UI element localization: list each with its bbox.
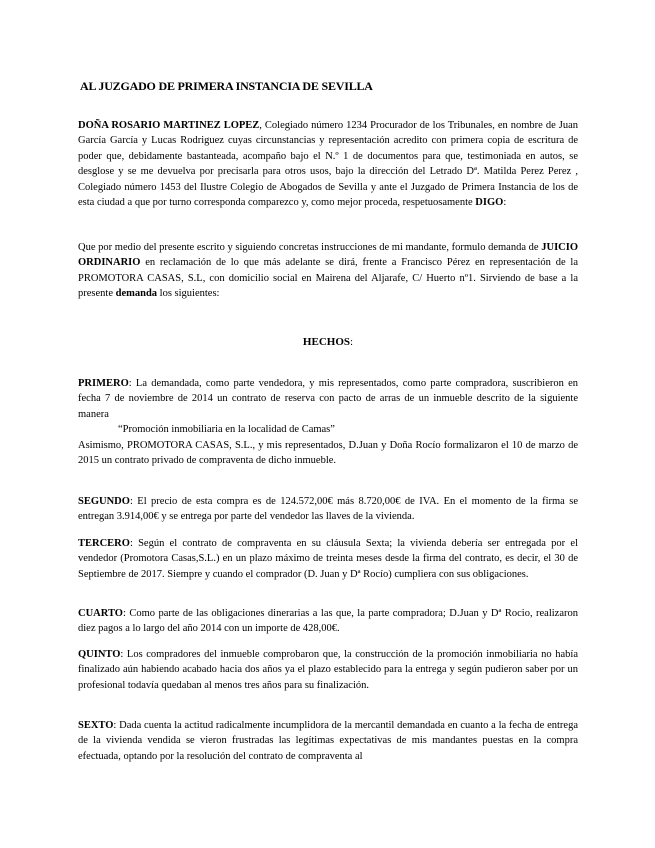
- intro-end: :: [503, 197, 507, 209]
- cuarto-label: CUARTO: [78, 608, 123, 619]
- primero-label: PRIMERO: [78, 378, 129, 389]
- procurador-name: DOÑA ROSARIO MARTINEZ LOPEZ: [78, 120, 260, 131]
- hecho-primero: [78, 376, 578, 468]
- intro-text: , Colegiado número 1234 Procurador de los Tribunales, en nombre de Juan García García y Lucas Rodriguez cuyas circunstancias y representación acredito con primera copia de escritura de poder que, debidamente bastanteada, acompaño bajo el N.º 1 de documentos para que, testimoniada en autos, se desglose y se me devuelva por precisarla para otros usos, bajo la dirección del Letrado Dª. Matilda Perez Perez , Colegiado número 1453 del Ilustre Colegio de Abogados de Sevilla y ante el Juzgado de Primera Instancia de los de esta ciudad a que por turno corresponda comparezco y, como mejor proceda, respetuosamente: [78, 120, 578, 209]
- demanda-text-3: los siguientes:: [157, 288, 220, 300]
- intro-paragraph: [78, 118, 578, 210]
- juicio-ordinario: JUICIO ORDINARIO: [78, 242, 578, 269]
- tercero-label: TERCERO: [78, 538, 130, 549]
- hecho-sexto: [78, 718, 578, 764]
- segundo-label: SEGUNDO: [78, 496, 130, 507]
- quinto-text: : Los compradores del inmueble comprobaron que, la construcción de la promoción inmobiliaria no había finalizado aún habiendo acabado hacia dos años ya el plazo establecido para la entrega y según pudieron saber por un profesional todavía quedaban al menos tres años para su finalización.: [78, 649, 578, 691]
- segundo-text: : El precio de esta compra es de 124.572,00€ más 8.720,00€ de IVA. En el momento de la firma se entregan 3.914,00€ y se entrega por parte del vendedor las llaves de la vivienda.: [78, 496, 578, 523]
- hechos-title-text: HECHOS: [302, 336, 350, 348]
- cuarto-text: : Como parte de las obligaciones dinerarias a las que, la parte compradora; D.Juan y Dª Rocio, realizaron diez pagos a lo largo del año 2014 con un importe de 428,00€.: [78, 608, 578, 635]
- sexto-label: SEXTO: [78, 720, 114, 731]
- tercero-text: : Según el contrato de compraventa en su cláusula Sexta; la vivienda debería ser entregada por el vendedor (Promotora Casas,S.L.) en un plazo máximo de treinta meses desde la firma del contrato, es decir, el 30 de Septiembre de 2017. Siempre y cuando el comprador (D. Juan y Dª Rocío) cumpliera con sus obligaciones.: [78, 538, 578, 580]
- hecho-tercero: [78, 536, 578, 582]
- hecho-cuarto: [78, 606, 578, 637]
- primero-text-2: Asimismo, PROMOTORA CASAS, S.L., y mis representados, D.Juan y Doña Rocío formalizaron el 10 de marzo de 2015 un contrato privado de compraventa de dicho inmueble.: [78, 439, 578, 467]
- hechos-title-colon: :: [350, 336, 354, 348]
- demanda-text-1: Que por medio del presente escrito y siguiendo concretas instrucciones de mi mandante, formulo demanda de: [78, 242, 542, 253]
- hechos-title: [78, 336, 578, 348]
- sexto-text: : Dada cuenta la actitud radicalmente incumplidora de la mercantil demandada en cuanto a la fecha de entrega de la vivienda vendida se vieron frustradas las legítimas expectativas de mis mandantes puestas en la compra efectuada, optando por la resolución del contrato de compraventa al: [78, 720, 578, 762]
- demanda-word: demanda: [115, 288, 158, 300]
- digo-word: DIGO: [475, 197, 504, 209]
- court-heading: AL JUZGADO DE PRIMERA INSTANCIA DE SEVILLA: [80, 79, 373, 93]
- demanda-paragraph: [78, 240, 578, 302]
- demanda-text-2: en reclamación de lo que más adelante se dirá, frente a Francisco Pérez en representación de la PROMOTORA CASAS, S.L, con domicilio social en Mairena del Aljarafe, C/ Huerto nº1. Sirviendo de base a la presente: [78, 257, 578, 300]
- primero-quote: “Promoción inmobiliaria en la localidad de Camas”: [118, 424, 335, 436]
- quinto-label: QUINTO: [78, 649, 121, 660]
- hecho-quinto: [78, 647, 578, 693]
- primero-text: : La demandada, como parte vendedora, y mis representados, como parte compradora, suscribieron en fecha 7 de noviembre de 2014 un contrato de reserva con pacto de arras de un inmueble descrito de la siguiente manera: [78, 378, 578, 420]
- hecho-segundo: [78, 494, 578, 525]
